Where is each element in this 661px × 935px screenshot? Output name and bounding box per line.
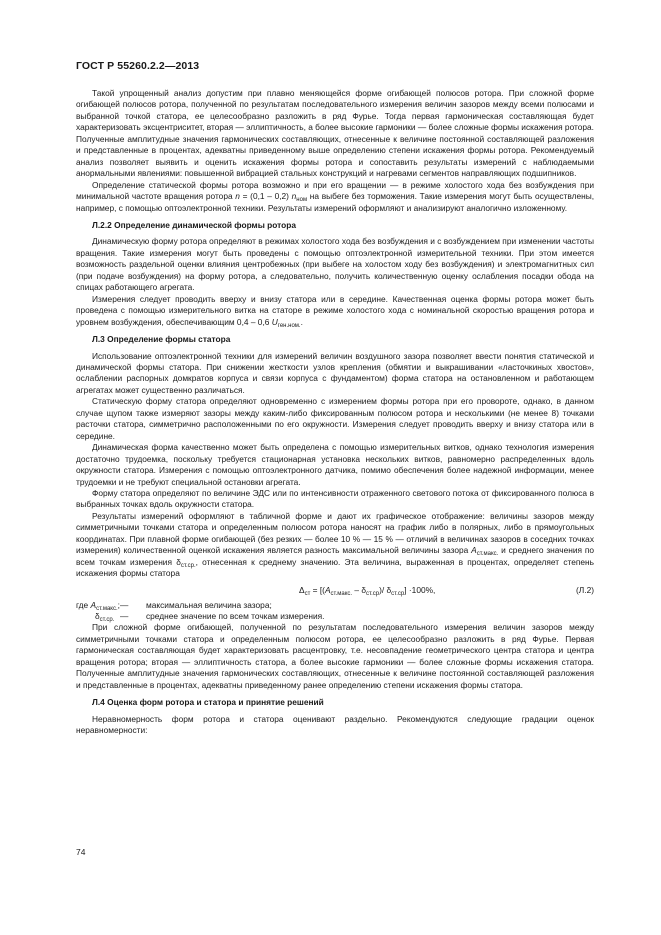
paragraph-static-stator: Статическую форму статора определяют одновременно с измерением формы ротора при его провороте, однако, в данном случае щупом также измеряют зазоры между каким-либо фиксированным полюсом ротора и несколькими (не менее 8) точками расточки статора, симметрично расположенными по его окружности. Измерения следует проводить вверху и внизу статора или в середине. [76,396,594,441]
formula-delta: Δ [299,584,305,595]
text-span: = (0,1 – 0,2) [239,191,292,202]
where-sep: ; [117,599,120,610]
paragraph-measurement-location [76,294,594,328]
paragraph-dynamic-stator: Динамическая форма качественно может быть определена с помощью измерительных витков, однако технология измерения достаточно трудоемка, поскольку требуется стационарная установка нескольких витков, равномерно распределенных вдоль окружности статора. Измерения с помощью оптоэлектронного датчика, помимо обеспечения более надежной информации, менее трудоемки и не требуют специальной остановки агрегата. [76,442,594,487]
text-span: Определение статической формы ротора возможно и при его вращении — в режиме холостого хода без возбуждения при минимальной частоте вращения ротора [76,179,594,202]
symbol-u: U [271,316,278,327]
text-span: и среднего значения по всем точкам измерения δ [76,545,594,567]
subscript-gen-nom: ген.ном. [277,322,301,329]
formula-part: ] ·100%, [404,584,436,595]
where-dash: — [120,599,129,610]
section-heading-l4: Л.4 Оценка форм ротора и статора и принятие решений [92,697,324,708]
where-description: максимальная величина зазора; [146,599,272,610]
text-span: на выбеге без торможения. Такие измерения могут быть осуществлены, например, с помощью оптоэлектронной техники. Результаты измерений оформляют и анализируют аналогично изложенному. [76,191,595,213]
formula-sub: ст.ср [391,590,405,597]
section-heading-l22: Л.2.2 Определение динамической формы ротора [92,219,296,230]
paragraph-results-table [76,511,594,580]
text-span: . [300,316,303,327]
formula-number: (Л.2) [576,584,594,595]
formula-part: – δ [352,584,367,595]
where-sub: ст.макс. [96,605,118,612]
paragraph-nonuniformity: Неравномерность форм ротора и статора оценивают раздельно. Рекомендуются следующие градации оценок неравномерности: [76,713,594,736]
where-row-a-max [76,600,594,611]
formula-l2 [76,582,594,598]
formula-expression [299,582,435,598]
subscript-st-max: ст.макс. [476,551,499,558]
paragraph-optoelectronic: Использование оптоэлектронной техники для измерений величин воздушного зазора позволяет ввести понятия статической и динамической формы статора. При снижении жесткости узлов крепления (обмятии и выкрашивании «ласточкиных хвостов», ослаблении распорных домкратов корпуса и связи корпуса с фундаментом) форма статора на остановленном и работающем агрегатах может существенно различаться. [76,350,594,395]
where-symbol: δ [95,611,100,622]
subscript-st-sr: ст.ср. [180,562,196,569]
subscript-nom: ном [296,197,308,204]
standard-header: ГОСТ Р 55260.2.2—2013 [76,60,200,72]
paragraph-dynamic-rotor: Динамическую форму ротора определяют в режимах холостого хода без возбуждения и с возбуждением при изменении частоты вращения. Такие измерения могут быть проведены с помощью оптоэлектронной измерительной техники. При этом имеется возможность раздельной оценки влияния центробежных (при выбеге на холостом ходу без возбуждения) и электромагнитных сил (при подаче возбуждения) на форму ротора, а следовательно, получить количественную оценку ослабления посадки обода на спицах работающего агрегата. [76,236,594,293]
formula-sub: ст.ср [366,590,380,597]
text-span: Измерения следует проводить вверху и внизу статора или в середине. Качественная оценка формы ротора может быть проведена с помощью измерительного витка на статоре в режиме холостого хода с номинальной скоростью вращения ротора и уровнем возбуждения, обеспечивающим 0,4 – 0,6 [76,293,594,327]
where-label [95,611,114,622]
section-heading-l3: Л.3 Определение формы статора [92,334,231,345]
page-number: 74 [76,847,86,857]
paragraph-stator-emf: Форму статора определяют по величине ЭДС или по интенсивности отраженного светового потока от фиксированного полюса в выбранных точках вдоль окружности статора. [76,487,594,510]
where-symbol: A [90,599,97,610]
symbol-a: A [471,545,477,556]
paragraph-fourier-rotor: Такой упрощенный анализ допустим при плавно меняющейся форме огибающей полюсов ротора. При сложной форме огибающей полюсов ротора, полученной по результатам последовательного измерения величин зазоров между всеми полюсами и выбранной точкой статора, ее целесообразно разложить в ряд Фурье. Тогда первая гармоническая составляющая будет характеризовать эксцентриситет, вторая — эллиптичность, а более высокие гармоники — более сложные формы искажения ротора. Полученные амплитудные значения гармонических составляющих, отнесенные к величине постоянной составляющей разложения и представленные в процентах, адекватны приведенному выше определению степени искажения формы ротора. Рекомендуемый анализ позволяет выявить и оценить искажения формы ротора и сопоставить результаты измерений с наблюдаемыми анормальными явлениями: повышенной вибрацией стальных конструкций и нагревами сегментов направляющих подшипников. [76,88,594,179]
where-label [76,600,120,611]
formula-sub: ст [304,590,311,597]
symbol-n: n [235,191,240,202]
where-description: среднее значение по всем точкам измерения. [146,611,325,622]
where-row-delta-avg [76,611,594,622]
paragraph-fourier-stator: При сложной форме огибающей, полученной по результатам последовательного измерения величин зазоров между симметричными точками статора и определенным полюсом ротора, ее целесообразно разложить в ряд Фурье. Первая гармоническая составляющая будет характеризовать расцентровку, т.е. несовпадение геометрического центра статора и центра вращения ротора; вторая — эллиптичность статора, а более высокие гармоники — более сложные формы искажения статора. Полученные амплитудные значения гармонических составляющих, отнесенные к величине постоянной составляющей разложения и представленные в процентах, адекватны приведенному ранее определению степени искажения формы статора. [76,622,594,690]
where-dash: — [120,611,129,622]
document-body [76,88,594,737]
text-span: , отнесенная к среднему значению. Эта величина, выраженная в процентах, определяет степень искажения формы статора [76,556,594,579]
formula-a: A [324,584,331,595]
formula-part: = [( [310,584,325,595]
paragraph-static-rotor-rotation [76,180,594,214]
text-span: Результаты измерений оформляют в табличной форме и дают их графическое отображение: величины зазоров между симметричными точками статора и определенным полюсом ротора наносят на график либо в полярных, либо в прямоугольных координатах. При плавной форме огибающей (без резких — более 10 % — 15 % — отличий в величинах зазоров в соседних точках измерения) количественной оценкой искажения является разность максимальной величины зазора [76,510,594,556]
formula-part: )/ δ [379,584,392,595]
where-intro: где [76,599,91,610]
symbol-n: n [291,191,297,202]
formula-sub: ст.макс. [330,590,353,597]
where-sub: ст.ср. [99,617,115,624]
